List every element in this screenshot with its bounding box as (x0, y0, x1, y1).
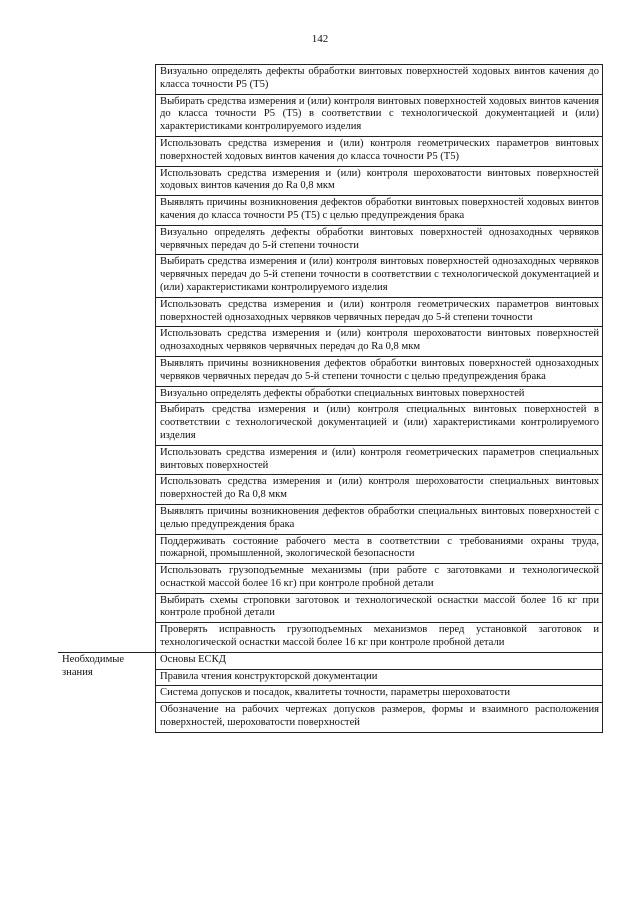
skill-item: Выявлять причины возникновения дефектов обработки специальных винтовых поверхностей с целью предупреждения брака (156, 504, 603, 534)
skill-item: Использовать средства измерения и (или) контроля шероховатости специальных винтовых поверхностей до Ra 0,8 мкм (156, 475, 603, 505)
skill-item: Использовать средства измерения и (или) контроля геометрических параметров специальных винтовых поверхностей (156, 445, 603, 475)
skill-item: Визуально определять дефекты обработки винтовых поверхностей ходовых винтов качения до класса точности Р5 (Т5) (156, 65, 603, 95)
skill-item: Использовать средства измерения и (или) контроля геометрических параметров винтовых поверхностей однозаходных червяков червячных передач до 5-й степени точности (156, 297, 603, 327)
skill-item: Выбирать схемы строповки заготовок и технологической оснастки массой более 16 кг при контроле пробной детали (156, 593, 603, 623)
skills-label-cell (58, 65, 156, 653)
skill-item: Использовать средства измерения и (или) контроля шероховатости винтовых поверхностей ходовых винтов качения до Ra 0,8 мкм (156, 166, 603, 196)
skill-item: Визуально определять дефекты обработки специальных винтовых поверхностей (156, 386, 603, 403)
skill-item: Визуально определять дефекты обработки винтовых поверхностей однозаходных червяков червячных передач до 5-й степени точности (156, 225, 603, 255)
knowledge-label: Необходимые знания (58, 652, 156, 732)
skill-item: Проверять исправность грузоподъемных механизмов перед установкой заготовок и технологической оснастки массой более 16 кг при контроле пробной детали (156, 623, 603, 653)
skill-item: Выявлять причины возникновения дефектов обработки винтовых поверхностей ходовых винтов качения до класса точности Р5 (Т5) с целью предупреждения брака (156, 196, 603, 226)
skill-item: Использовать грузоподъемные механизмы (при работе с заготовками и технологической оснасткой массой более 16 кг) при контроле пробной детали (156, 564, 603, 594)
knowledge-item: Система допусков и посадок, квалитеты точности, параметры шероховатости (156, 686, 603, 703)
knowledge-item: Правила чтения конструкторской документации (156, 669, 603, 686)
table-row (58, 652, 603, 669)
skill-item: Выявлять причины возникновения дефектов обработки винтовых поверхностей однозаходных червяков червячных передач до 5-й степени точности с целью предупреждения брака (156, 356, 603, 386)
knowledge-item: Основы ЕСКД (156, 652, 603, 669)
skill-item: Выбирать средства измерения и (или) контроля винтовых поверхностей однозаходных червяков червячных передач до 5-й степени точности в соответствии с технологической документацией и (или) характеристиками контролируемого изделия (156, 255, 603, 297)
skill-item: Выбирать средства измерения и (или) контроля специальных винтовых поверхностей в соответствии с технологической документацией и (или) характеристиками контролируемого изделия (156, 403, 603, 445)
skill-item: Выбирать средства измерения и (или) контроля винтовых поверхностей ходовых винтов качения до класса точности Р5 (Т5) в соответствии с технологической документацией и (или) характеристиками контролируемого изделия (156, 94, 603, 136)
page-number: 142 (311, 33, 329, 45)
knowledge-item: Обозначение на рабочих чертежах допусков размеров, формы и взаимного расположения поверхностей, шероховатости поверхностей (156, 703, 603, 733)
table-row (58, 65, 603, 95)
requirements-table (58, 64, 603, 733)
skill-item: Использовать средства измерения и (или) контроля шероховатости винтовых поверхностей однозаходных червяков червячных передач до Ra 0,8 мкм (156, 327, 603, 357)
skill-item: Поддерживать состояние рабочего места в соответствии с требованиями охраны труда, пожарной, промышленной, экологической безопасности (156, 534, 603, 564)
skill-item: Использовать средства измерения и (или) контроля геометрических параметров винтовых поверхностей ходовых винтов качения до класса точности Р5 (Т5) (156, 136, 603, 166)
